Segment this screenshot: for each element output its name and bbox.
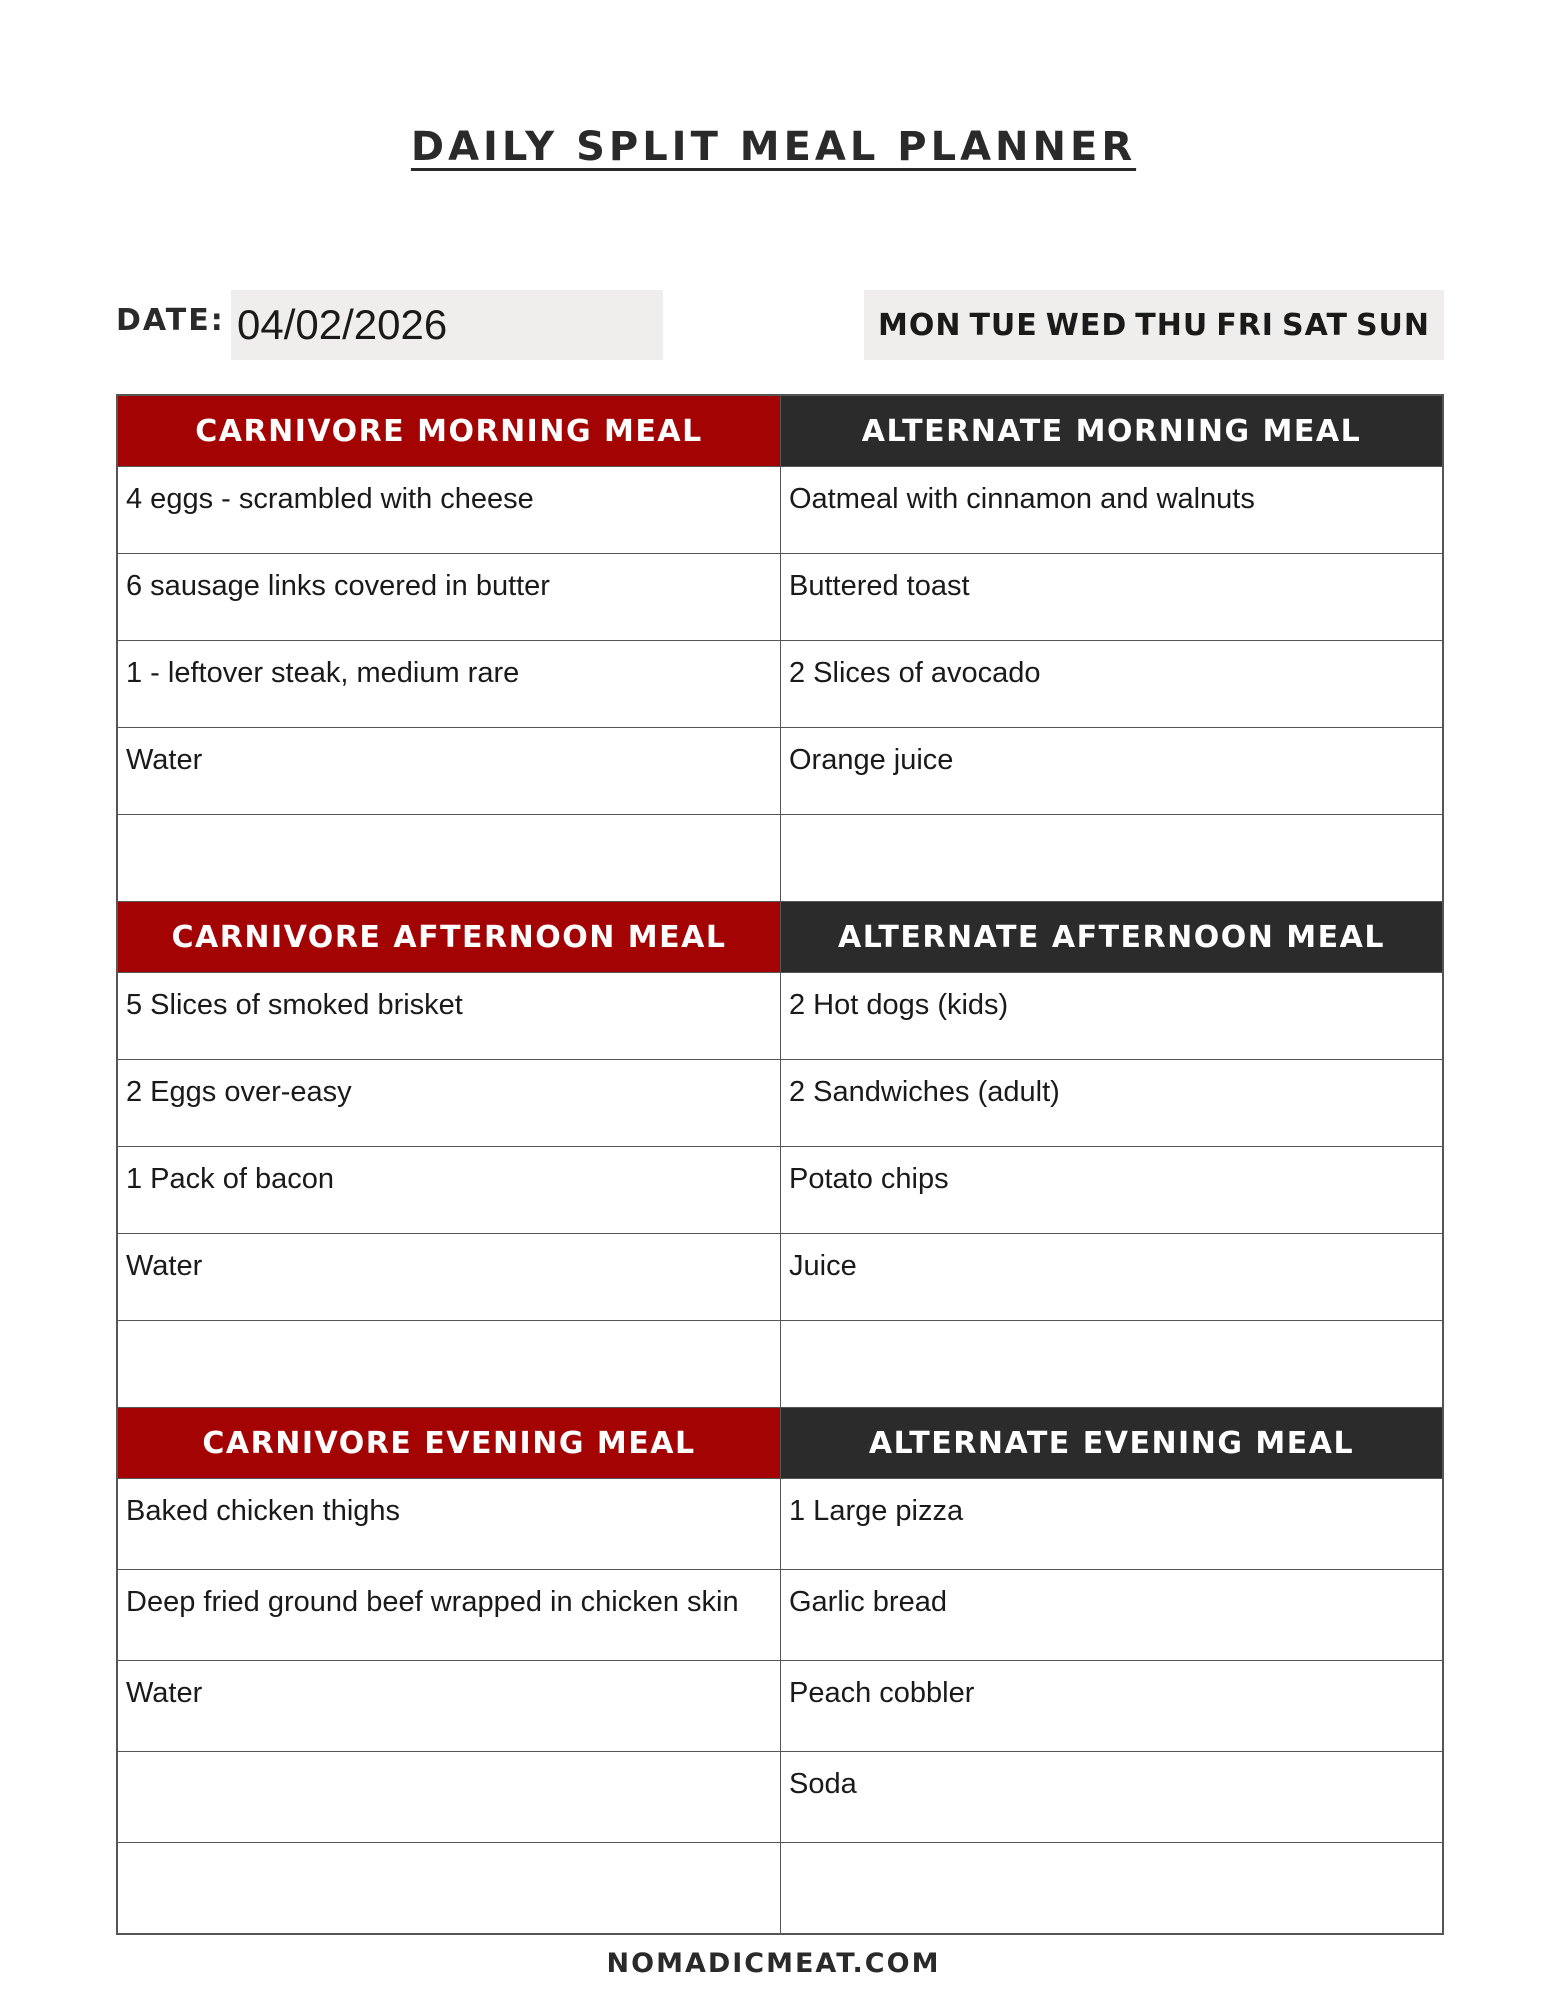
page-title: DAILY SPLIT MEAL PLANNER [410,124,1137,170]
table-row [118,1478,1442,1569]
table-row [118,553,1442,640]
table-row [118,1569,1442,1660]
carnivore-cell[interactable]: Baked chicken thighs [126,1495,401,1527]
alternate-cell[interactable]: 2 Slices of avocado [780,641,1442,727]
day-sat[interactable]: SAT [1281,307,1348,343]
table-row [118,640,1442,727]
day-selector [864,290,1444,360]
day-sun[interactable]: SUN [1355,307,1431,343]
table-row [118,466,1442,553]
alternate-cell[interactable] [780,1843,1442,1933]
day-mon[interactable]: MON [877,307,962,343]
table-row [118,1660,1442,1751]
alternate-cell[interactable]: Peach cobbler [780,1661,1442,1751]
carnivore-cell[interactable] [118,815,780,901]
carnivore-evening-header: CARNIVORE EVENING MEAL [118,1408,780,1478]
carnivore-cell[interactable]: Water [126,1250,203,1282]
table-row [118,1842,1442,1933]
section-header-row [118,1407,1442,1478]
carnivore-cell[interactable]: 2 Eggs over-easy [126,1076,352,1108]
carnivore-cell[interactable]: Water [126,744,203,776]
carnivore-cell[interactable]: 1 Pack of bacon [126,1163,334,1195]
carnivore-cell[interactable]: 1 - leftover steak, medium rare [126,657,520,689]
carnivore-cell[interactable] [118,1843,780,1933]
table-row [118,972,1442,1059]
alternate-cell[interactable]: 2 Hot dogs (kids) [780,973,1442,1059]
day-fri[interactable]: FRI [1216,307,1274,343]
alternate-cell[interactable]: Orange juice [780,728,1442,814]
alternate-cell[interactable]: Oatmeal with cinnamon and walnuts [780,467,1442,553]
carnivore-cell[interactable]: 6 sausage links covered in butter [126,570,550,602]
alternate-cell[interactable]: Potato chips [780,1147,1442,1233]
carnivore-cell[interactable] [118,1321,780,1407]
footer-site-url: NOMADICMEAT.COM [606,1948,941,1979]
carnivore-cell[interactable] [118,1752,780,1842]
alternate-cell[interactable]: Juice [780,1234,1442,1320]
date-label: DATE: [116,303,225,338]
alternate-cell[interactable] [780,815,1442,901]
alternate-cell[interactable]: 2 Sandwiches (adult) [780,1060,1442,1146]
carnivore-cell[interactable]: 4 eggs - scrambled with cheese [126,483,534,515]
table-row [118,727,1442,814]
day-thu[interactable]: THU [1135,307,1209,343]
carnivore-morning-header: CARNIVORE MORNING MEAL [118,396,780,466]
table-row [118,1146,1442,1233]
table-row [118,1320,1442,1407]
alternate-cell[interactable]: Garlic bread [780,1570,1442,1660]
alternate-cell[interactable]: Soda [780,1752,1442,1842]
alternate-evening-header: ALTERNATE EVENING MEAL [780,1408,1442,1478]
day-wed[interactable]: WED [1045,307,1128,343]
table-row [118,814,1442,901]
alternate-cell[interactable]: Buttered toast [780,554,1442,640]
meal-grid [116,394,1444,1935]
carnivore-cell[interactable]: Water [126,1677,203,1709]
alternate-cell[interactable]: 1 Large pizza [780,1479,1442,1569]
alternate-cell[interactable] [780,1321,1442,1407]
table-row [118,1059,1442,1146]
alternate-afternoon-header: ALTERNATE AFTERNOON MEAL [780,902,1442,972]
table-row [118,1233,1442,1320]
date-field[interactable]: 04/02/2026 [231,290,663,360]
section-header-row [118,396,1442,466]
carnivore-cell[interactable]: Deep fried ground beef wrapped in chicken skin [126,1586,739,1618]
carnivore-cell[interactable]: 5 Slices of smoked brisket [126,989,463,1021]
alternate-morning-header: ALTERNATE MORNING MEAL [780,396,1442,466]
table-row [118,1751,1442,1842]
section-header-row [118,901,1442,972]
carnivore-afternoon-header: CARNIVORE AFTERNOON MEAL [118,902,780,972]
day-tue[interactable]: TUE [969,307,1038,343]
